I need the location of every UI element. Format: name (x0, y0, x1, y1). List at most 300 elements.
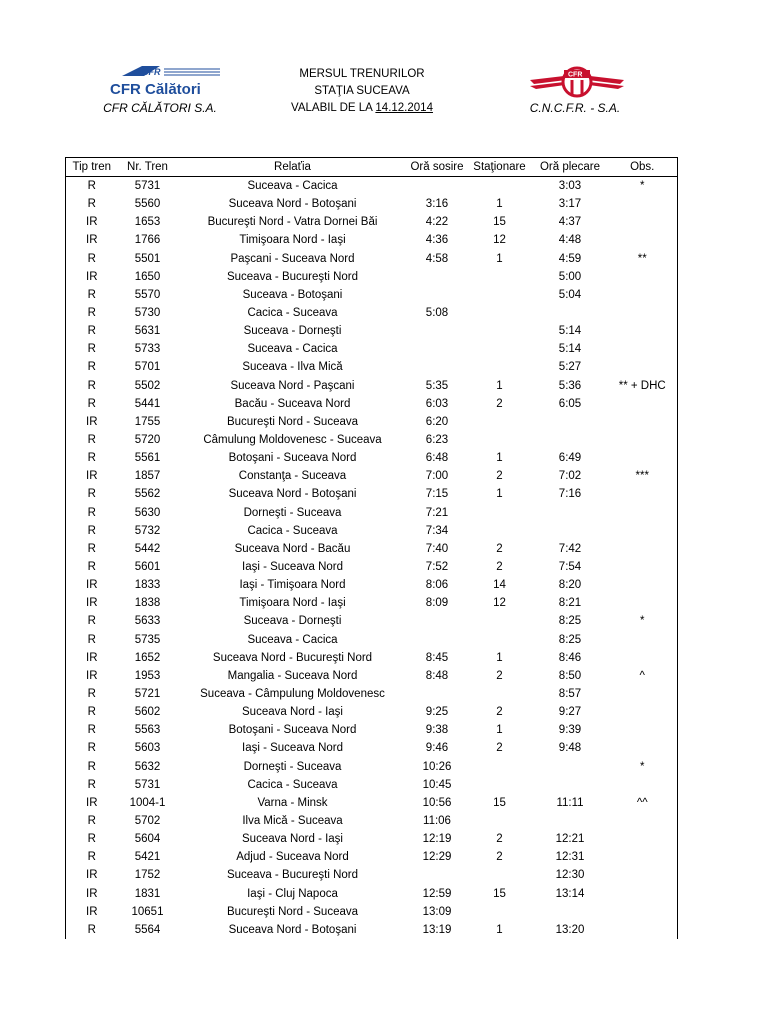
train-type-cell: R (87, 325, 96, 338)
arrival-time-cell: 7:21 (425, 506, 449, 519)
train-number-cell: 5501 (134, 252, 161, 265)
notes-cell (608, 649, 678, 667)
table-row (66, 703, 678, 721)
arrival-time-cell: 6:23 (425, 434, 449, 447)
departure-time-cell: 5:36 (558, 379, 582, 392)
title-block (262, 66, 462, 117)
stop-duration-cell: 1 (496, 379, 503, 392)
departure-time-cell: 5:14 (558, 325, 582, 338)
notes-cell (608, 431, 678, 449)
departure-time-cell: 8:57 (558, 688, 582, 700)
train-type-cell: R (87, 307, 96, 320)
route-cell: Botoşani - Suceava Nord (228, 452, 357, 465)
train-number-cell: 5502 (134, 379, 161, 392)
train-type-cell: R (87, 778, 96, 791)
route-cell: Cacica - Suceava (247, 524, 338, 537)
train-type-cell: R (87, 688, 96, 700)
table-row (66, 231, 678, 249)
route-cell: Botoşani - Suceava Nord (228, 724, 357, 737)
table-row (66, 739, 678, 757)
notes-cell (608, 358, 678, 376)
table-row (66, 340, 678, 358)
table-row (66, 286, 678, 304)
departure-time-cell (533, 812, 608, 830)
train-type-cell: IR (86, 597, 98, 610)
notes-cell (608, 195, 678, 213)
train-type-cell: R (87, 252, 96, 265)
train-type-cell: R (87, 506, 96, 519)
stop-duration-cell: 2 (496, 542, 503, 555)
departure-time-cell: 7:42 (558, 542, 582, 555)
train-type-cell: R (87, 288, 96, 301)
route-cell: Iaşi - Cluj Napoca (247, 887, 338, 900)
departure-time-cell: 12:30 (555, 869, 585, 882)
train-number-cell: 1857 (134, 470, 161, 483)
departure-time-cell: 7:02 (558, 470, 582, 483)
route-cell: Mangalia - Suceava Nord (227, 669, 358, 682)
table-row (66, 649, 678, 667)
table-row (66, 576, 678, 594)
valid-from-date: 14.12.2014 (375, 102, 433, 114)
departure-time-cell: 7:54 (558, 561, 582, 574)
arrival-time-cell (408, 340, 467, 358)
train-type-cell: R (87, 814, 96, 827)
departure-time-cell (533, 413, 608, 431)
notes-cell (608, 268, 678, 286)
stop-duration-cell (467, 812, 533, 830)
notes-cell: ** + DHC (618, 379, 666, 392)
stop-duration-cell (467, 758, 533, 776)
departure-time-cell: 5:27 (558, 361, 582, 374)
arrival-time-cell: 7:00 (425, 470, 449, 483)
table-row (66, 377, 678, 395)
stop-duration-cell: 2 (496, 706, 503, 719)
arrival-time-cell: 4:22 (425, 216, 449, 229)
train-type-cell: R (87, 397, 96, 410)
arrival-time-cell (408, 177, 467, 196)
notes-cell (608, 739, 678, 757)
train-number-cell: 5721 (134, 688, 161, 700)
train-type-cell: IR (86, 415, 98, 428)
stop-duration-cell: 12 (493, 597, 506, 610)
train-number-cell: 5561 (134, 452, 161, 465)
arrival-time-cell: 12:29 (422, 851, 452, 864)
table-row (66, 485, 678, 503)
notes-cell (608, 558, 678, 576)
departure-time-cell (533, 431, 608, 449)
stop-duration-cell: 15 (493, 216, 506, 229)
train-type-cell: IR (86, 887, 98, 900)
train-number-cell: 1755 (134, 415, 161, 428)
arrival-time-cell (408, 612, 467, 630)
route-cell: Suceava - Botoşani (242, 288, 343, 301)
left-logo-mark: CFR (142, 67, 161, 77)
route-cell: Suceava - Cacica (247, 343, 338, 356)
arrival-time-cell: 10:56 (422, 796, 452, 809)
departure-time-cell: 8:25 (558, 633, 582, 646)
arrival-time-cell: 8:09 (425, 597, 449, 610)
train-type-cell: R (87, 379, 96, 392)
notes-cell (608, 884, 678, 902)
stop-duration-cell: 1 (496, 488, 503, 501)
departure-time-cell (533, 776, 608, 794)
arrival-time-cell: 5:08 (425, 307, 449, 320)
train-number-cell: 5603 (134, 742, 161, 755)
table-row (66, 884, 678, 902)
arrival-time-cell (408, 866, 467, 884)
route-cell: Varna - Minsk (257, 796, 328, 809)
departure-time-cell: 11:11 (556, 796, 584, 809)
document-header (0, 0, 768, 150)
train-number-cell: 5733 (134, 343, 161, 356)
notes-cell (608, 231, 678, 249)
notes-cell (608, 631, 678, 649)
notes-cell (608, 322, 678, 340)
notes-cell (608, 703, 678, 721)
train-type-cell: IR (86, 869, 98, 882)
table-row (66, 594, 678, 612)
route-cell: Iaşi - Suceava Nord (242, 561, 343, 574)
train-type-cell: IR (86, 796, 98, 809)
train-type-cell: IR (86, 905, 98, 918)
arrival-time-cell (408, 685, 467, 703)
stop-duration-cell: 14 (493, 579, 506, 592)
train-type-cell: IR (86, 234, 98, 247)
stop-duration-cell (467, 504, 533, 522)
notes-cell (608, 921, 678, 939)
train-type-cell: R (87, 633, 96, 646)
route-cell: Suceava Nord - Botoşani (228, 488, 357, 501)
route-cell: Suceava - Cacica (247, 180, 338, 193)
table-row (66, 322, 678, 340)
train-type-cell: R (87, 361, 96, 374)
arrival-time-cell: 5:35 (425, 379, 449, 392)
train-type-cell: R (87, 452, 96, 465)
title-line-2: STAŢIA SUCEAVA (314, 85, 410, 97)
arrival-time-cell (408, 631, 467, 649)
route-cell: Dorneşti - Suceava (243, 760, 342, 773)
train-number-cell: 5421 (134, 851, 161, 864)
stop-duration-cell: 1 (496, 198, 503, 211)
stop-duration-cell (467, 685, 533, 703)
stop-duration-cell (467, 286, 533, 304)
notes-cell (608, 522, 678, 540)
arrival-time-cell: 4:58 (425, 252, 449, 265)
train-type-cell: R (87, 724, 96, 737)
train-number-cell: 5735 (134, 633, 161, 646)
left-caption: CFR CĂLĂTORI S.A. (103, 101, 217, 115)
departure-time-cell: 4:37 (558, 216, 582, 229)
departure-time-cell (533, 522, 608, 540)
notes-cell: * (640, 760, 645, 773)
route-cell: Suceava Nord - Botoşani (228, 923, 357, 936)
header-stop-duration: Staţionare (467, 158, 533, 177)
route-cell: Suceava - Câmpulung Moldovenesc (200, 688, 385, 700)
table-row (66, 449, 678, 467)
table-row (66, 612, 678, 630)
header-notes: Obs. (608, 158, 678, 177)
train-number-cell: 5570 (134, 288, 161, 301)
notes-cell (608, 812, 678, 830)
departure-time-cell: 5:04 (558, 288, 582, 301)
notes-cell (608, 340, 678, 358)
stop-duration-cell (467, 358, 533, 376)
table-row (66, 268, 678, 286)
table-row (66, 250, 678, 268)
notes-cell: * (640, 180, 645, 193)
train-number-cell: 1831 (134, 887, 161, 900)
departure-time-cell: 9:48 (558, 742, 582, 755)
notes-cell (608, 776, 678, 794)
departure-time-cell: 6:49 (558, 452, 582, 465)
notes-cell: ^^ (636, 796, 648, 809)
route-cell: Timişoara Nord - Iaşi (239, 597, 346, 610)
train-number-cell: 5601 (134, 561, 161, 574)
train-type-cell: IR (86, 216, 98, 229)
notes-cell (608, 848, 678, 866)
table-row (66, 413, 678, 431)
table-row (66, 903, 678, 921)
train-number-cell: 5602 (134, 706, 161, 719)
arrival-time-cell: 10:45 (422, 778, 452, 791)
stop-duration-cell: 2 (496, 851, 503, 864)
departure-time-cell: 9:27 (558, 706, 582, 719)
table-row (66, 921, 678, 939)
train-number-cell: 5701 (134, 361, 161, 374)
departure-time-cell: 12:21 (555, 833, 585, 846)
train-type-cell: R (87, 561, 96, 574)
train-type-cell: R (87, 542, 96, 555)
table-row (66, 866, 678, 884)
notes-cell: ** (637, 252, 647, 265)
header-train-type: Tip tren (66, 158, 118, 177)
notes-cell (608, 395, 678, 413)
arrival-time-cell: 9:46 (425, 742, 449, 755)
route-cell: Suceava Nord - Paşcani (230, 379, 355, 392)
arrival-time-cell: 10:26 (422, 760, 452, 773)
stop-duration-cell: 12 (493, 234, 506, 247)
stop-duration-cell (467, 322, 533, 340)
arrival-time-cell: 13:09 (422, 905, 452, 918)
notes-cell (608, 449, 678, 467)
table-row (66, 631, 678, 649)
route-cell: Constanţa - Suceava (238, 470, 347, 483)
stop-duration-cell: 2 (496, 470, 503, 483)
train-type-cell: R (87, 760, 96, 773)
route-cell: Timişoara Nord - Iaşi (239, 234, 346, 247)
arrival-time-cell: 6:20 (425, 415, 449, 428)
train-number-cell: 1953 (134, 669, 161, 682)
departure-time-cell: 12:31 (555, 851, 585, 864)
table-row (66, 395, 678, 413)
table-row (66, 177, 678, 196)
stop-duration-cell: 1 (496, 452, 503, 465)
route-cell: Dorneşti - Suceava (243, 506, 342, 519)
stop-duration-cell: 15 (493, 796, 506, 809)
header-arrival: Oră sosire (408, 158, 467, 177)
header-departure: Oră plecare (533, 158, 608, 177)
arrival-time-cell: 7:34 (425, 524, 449, 537)
header-route: Relaťia (178, 158, 408, 177)
train-type-cell: IR (86, 651, 98, 664)
train-type-cell: R (87, 706, 96, 719)
stop-duration-cell: 2 (496, 561, 503, 574)
train-number-cell: 1004-1 (129, 796, 166, 809)
table-row (66, 358, 678, 376)
departure-time-cell (533, 504, 608, 522)
arrival-time-cell: 8:06 (425, 579, 449, 592)
notes-cell (608, 504, 678, 522)
departure-time-cell: 7:16 (558, 488, 582, 501)
departure-time-cell: 4:59 (558, 252, 582, 265)
route-cell: Iaşi - Timişoara Nord (239, 579, 346, 592)
route-cell: Suceava Nord - Bucureşti Nord (212, 651, 373, 664)
route-cell: Suceava Nord - Iaşi (242, 833, 343, 846)
stop-duration-cell (467, 903, 533, 921)
cfr-calatori-logo (108, 64, 228, 100)
route-cell: Adjud - Suceava Nord (236, 851, 349, 864)
table-row (66, 504, 678, 522)
train-number-cell: 10651 (131, 905, 164, 918)
train-number-cell: 5630 (134, 506, 161, 519)
arrival-time-cell: 6:48 (425, 452, 449, 465)
train-number-cell: 5720 (134, 434, 161, 447)
departure-time-cell: 13:14 (555, 887, 585, 900)
arrival-time-cell: 4:36 (425, 234, 449, 247)
train-type-cell: IR (86, 470, 98, 483)
route-cell: Iaşi - Suceava Nord (242, 742, 343, 755)
arrival-time-cell (408, 358, 467, 376)
header-train-number: Nr. Tren (118, 158, 178, 177)
table-row (66, 540, 678, 558)
notes-cell (608, 721, 678, 739)
stop-duration-cell (467, 522, 533, 540)
timetable-body (66, 177, 678, 939)
stop-duration-cell (467, 866, 533, 884)
stop-duration-cell (467, 304, 533, 322)
stop-duration-cell: 1 (496, 724, 503, 737)
departure-time-cell (533, 304, 608, 322)
stop-duration-cell (467, 177, 533, 196)
train-number-cell: 1838 (134, 597, 161, 610)
train-number-cell: 1650 (134, 270, 161, 283)
notes-cell (608, 540, 678, 558)
timetable (65, 157, 678, 939)
notes-cell (608, 594, 678, 612)
route-cell: Bucureşti Nord - Suceava (226, 905, 359, 918)
arrival-time-cell: 11:06 (423, 814, 451, 827)
departure-time-cell: 8:50 (558, 669, 582, 682)
train-type-cell: R (87, 343, 96, 356)
train-number-cell: 5562 (134, 488, 161, 501)
route-cell: Suceava - Cacica (247, 633, 338, 646)
notes-cell (608, 866, 678, 884)
train-number-cell: 5631 (134, 325, 161, 338)
notes-cell (608, 830, 678, 848)
train-type-cell: R (87, 198, 96, 211)
stop-duration-cell: 15 (493, 887, 506, 900)
notes-cell (608, 304, 678, 322)
train-type-cell: R (87, 742, 96, 755)
stop-duration-cell (467, 612, 533, 630)
departure-time-cell: 9:39 (558, 724, 582, 737)
train-type-cell: R (87, 180, 96, 193)
route-cell: Suceava Nord - Botoşani (228, 198, 357, 211)
train-number-cell: 1833 (134, 579, 161, 592)
table-row (66, 304, 678, 322)
cncfr-logo (526, 64, 628, 100)
table-row (66, 467, 678, 485)
route-cell: Suceava Nord - Bacău (234, 542, 351, 555)
table-row (66, 213, 678, 231)
route-cell: Suceava - Bucureşti Nord (226, 869, 359, 882)
arrival-time-cell: 8:48 (425, 669, 449, 682)
route-cell: Suceava - Dorneşti (243, 325, 342, 338)
train-type-cell: IR (86, 270, 98, 283)
table-row (66, 195, 678, 213)
train-number-cell: 5730 (134, 307, 161, 320)
arrival-time-cell: 7:52 (425, 561, 449, 574)
table-row (66, 812, 678, 830)
arrival-time-cell: 12:59 (422, 887, 452, 900)
title-line-3 (262, 100, 462, 117)
arrival-time-cell: 8:45 (425, 651, 449, 664)
train-type-cell: IR (86, 669, 98, 682)
notes-cell (608, 685, 678, 703)
notes-cell (608, 213, 678, 231)
train-number-cell: 5564 (134, 923, 161, 936)
stop-duration-cell (467, 431, 533, 449)
right-caption: C.N.C.F.R. - S.A. (529, 101, 621, 115)
arrival-time-cell: 12:19 (422, 833, 452, 846)
table-row (66, 721, 678, 739)
departure-time-cell (533, 903, 608, 921)
departure-time-cell: 6:05 (558, 397, 582, 410)
train-number-cell: 5633 (134, 615, 161, 628)
departure-time-cell: 8:25 (558, 615, 582, 628)
train-number-cell: 5702 (134, 814, 161, 827)
route-cell: Suceava Nord - Iaşi (242, 706, 343, 719)
table-row (66, 794, 678, 812)
stop-duration-cell: 2 (496, 397, 503, 410)
route-cell: Bucureşti Nord - Vatra Dornei Băi (207, 216, 378, 229)
table-row (66, 830, 678, 848)
train-number-cell: 5560 (134, 198, 161, 211)
train-number-cell: 5732 (134, 524, 161, 537)
stop-duration-cell: 2 (496, 742, 503, 755)
stop-duration-cell: 1 (496, 651, 503, 664)
departure-time-cell: 8:21 (558, 597, 582, 610)
valid-from-label: VALABIL DE LA (291, 102, 376, 114)
stop-duration-cell: 1 (496, 923, 503, 936)
train-type-cell: R (87, 488, 96, 501)
stop-duration-cell (467, 631, 533, 649)
departure-time-cell: 4:48 (558, 234, 582, 247)
stop-duration-cell (467, 413, 533, 431)
arrival-time-cell: 7:40 (425, 542, 449, 555)
route-cell: Câmulung Moldovenesc - Suceava (203, 434, 382, 447)
route-cell: Suceava - Dorneşti (243, 615, 342, 628)
notes-cell (608, 286, 678, 304)
table-row (66, 667, 678, 685)
route-cell: Paşcani - Suceava Nord (230, 252, 355, 265)
arrival-time-cell (408, 268, 467, 286)
train-number-cell: 5731 (134, 180, 161, 193)
departure-time-cell: 5:14 (558, 343, 582, 356)
train-number-cell: 5563 (134, 724, 161, 737)
route-cell: Suceava - Bucureşti Nord (226, 270, 359, 283)
table-header-row (66, 158, 678, 177)
